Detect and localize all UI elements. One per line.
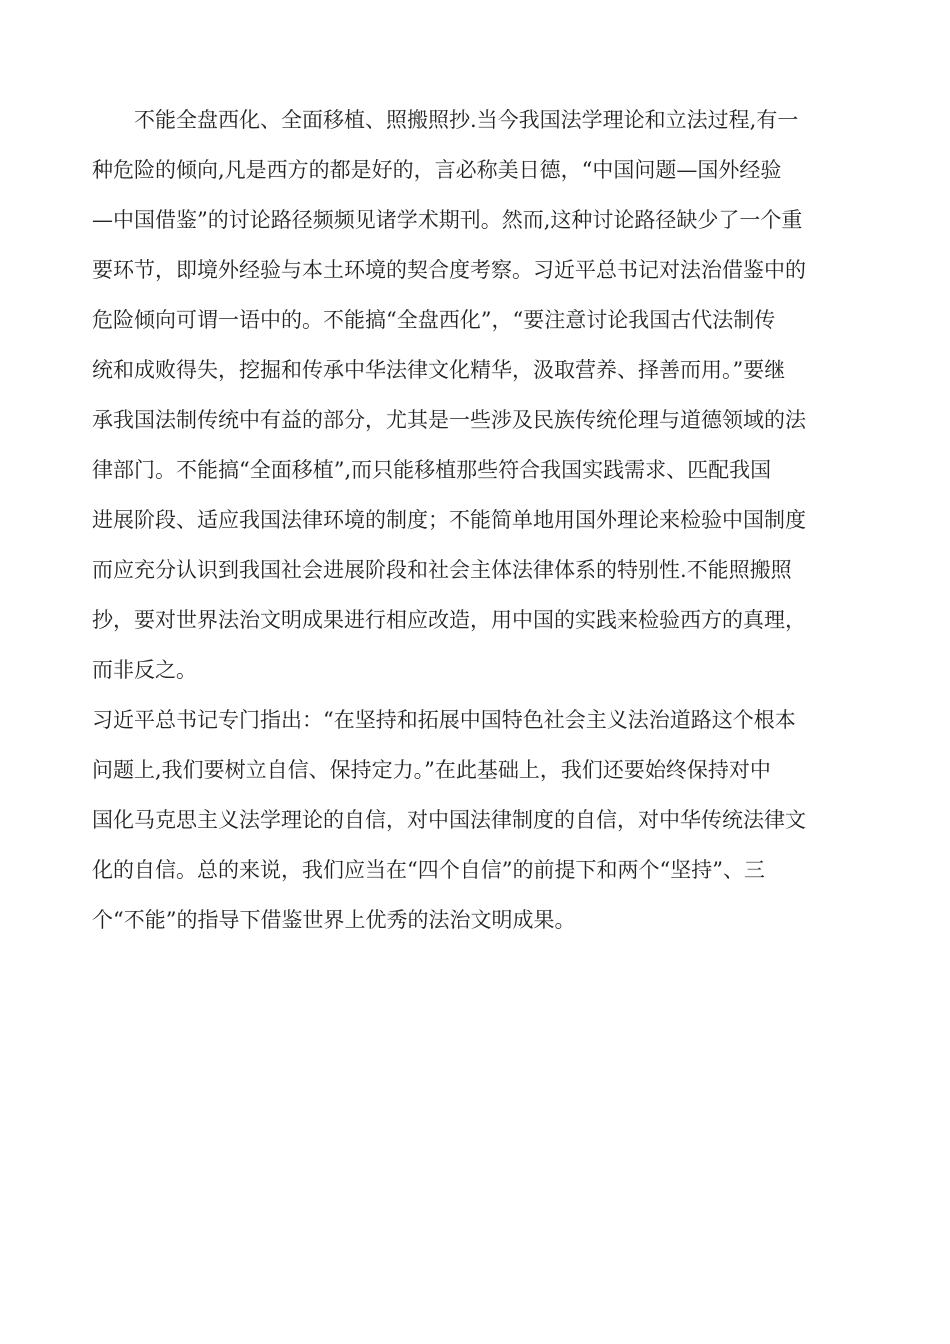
text-line: 种危险的倾向,凡是西方的都是好的，言必称美日德，“中国问题—国外经验: [92, 158, 782, 182]
text-line: 不能全盘西化、全面移植、照搬照抄.当今我国法学理论和立法过程,有一: [134, 108, 799, 132]
text-line: 危险倾向可谓一语中的。不能搞“全盘西化”，“要注意讨论我国古代法制传: [92, 308, 776, 332]
text-line: 统和成败得失，挖掘和传承中华法律文化精华，汲取营养、择善而用。”要继: [92, 358, 786, 382]
document-body: [92, 95, 862, 945]
text-line: 化的自信。总的来说，我们应当在“四个自信”的前提下和两个“坚持”、三: [92, 858, 765, 882]
text-line: 律部门。不能搞“全面移植”,而只能移植那些符合我国实践需求、匹配我国: [92, 458, 772, 482]
text-line: 个“不能”的指导下借鉴世界上优秀的法治文明成果。: [92, 908, 576, 932]
paragraph-1: [92, 95, 862, 695]
text-line: 而应充分认识到我国社会进展阶段和社会主体法律体系的特别性.不能照搬照: [92, 558, 792, 582]
text-line: 问题上,我们要树立自信、保持定力。”在此基础上，我们还要始终保持对中: [92, 758, 771, 782]
text-line: 习近平总书记专门指出：“在坚持和拓展中国特色社会主义法治道路这个根本: [92, 708, 796, 732]
text-line: 承我国法制传统中有益的部分，尤其是一些涉及民族传统伦理与道德领域的法: [92, 408, 806, 432]
text-line: 抄，要对世界法治文明成果进行相应改造，用中国的实践来检验西方的真理，: [92, 608, 806, 632]
text-line: 国化马克思主义法学理论的自信，对中国法律制度的自信，对中华传统法律文: [92, 808, 806, 832]
text-line: 进展阶段、适应我国法律环境的制度；不能简单地用国外理论来检验中国制度: [92, 508, 806, 532]
paragraph-2: [92, 695, 862, 945]
text-line: 而非反之。: [92, 658, 197, 682]
text-line: 要环节，即境外经验与本土环境的契合度考察。习近平总书记对法治借鉴中的: [92, 258, 806, 282]
text-line: —中国借鉴”的讨论路径频频见诸学术期刊。然而,这种讨论路径缺少了一个重: [92, 208, 803, 232]
